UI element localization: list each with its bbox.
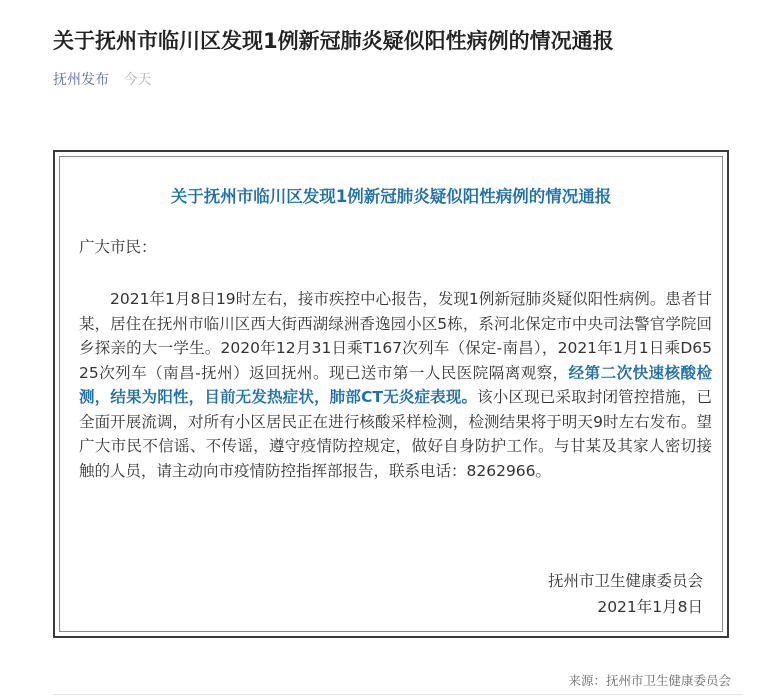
article-meta: [53, 70, 151, 90]
notice-title: 关于抚州市临川区发现1例新冠肺炎疑似阳性病例的情况通报: [170, 187, 612, 206]
notice-body-highlight: 经第二次快速核酸检测，结果为阳性，目前无发热症状，肺部CT无炎症表现。: [79, 363, 712, 406]
notice-salutation: 广大市民：: [79, 238, 157, 256]
signature-date: 2021年1月8日: [597, 598, 703, 616]
account-name-link[interactable]: 抚州发布: [53, 72, 109, 88]
notice-inner-frame: [59, 156, 723, 632]
article-title: 关于抚州市临川区发现1例新冠肺炎疑似阳性病例的情况通报: [53, 29, 614, 53]
notice-frame: [53, 150, 729, 638]
publish-time: 今天: [123, 72, 152, 88]
article-source: 来源：抚州市卫生健康委员会: [568, 673, 731, 688]
notice-body-part2: 该小区现已采取封闭管控措施，已全面开展流调，对所有小区居民正在进行核酸采样检测，检测结果将于明天9时左右发布。望广大市民不信谣、不传谣，遵守疫情防控规定，做好自身防护工作。与甘某及其家人密切接触的人员，请主动向市疫情防控指挥部报告，联系电话：8262966。: [79, 388, 712, 480]
notice-body: [79, 287, 712, 483]
signature-organization: 抚州市卫生健康委员会: [547, 572, 703, 590]
notice-body-part1: 2021年1月8日19时左右，接市疾控中心报告，发现1例新冠肺炎疑似阳性病例。患者甘某，居住在抚州市临川区西大街西湖绿洲香逸园小区5栋，系河北保定市中央司法警官学院回乡探亲的大一学生。2020年12月31日乘T167次列车（保定-南昌），2021年1月1日乘D6525次列车（南昌-抚州）返回抚州。现已送市第一人民医院隔离观察，: [79, 290, 712, 382]
bottom-divider: [53, 694, 743, 695]
